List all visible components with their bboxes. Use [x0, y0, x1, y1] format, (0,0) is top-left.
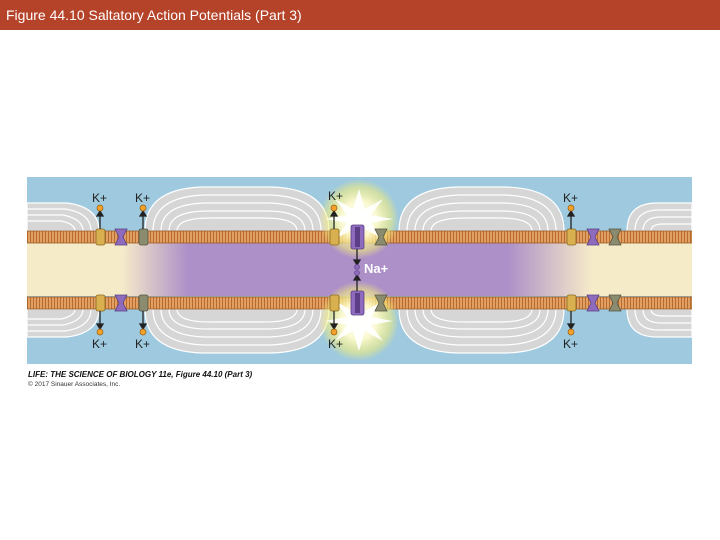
k-channel	[139, 229, 148, 245]
k-channel	[330, 229, 339, 245]
k-channel	[567, 229, 576, 245]
k-label: K+	[135, 337, 151, 351]
page-title: Figure 44.10 Saltatory Action Potentials (Part 3)	[6, 7, 302, 23]
copyright-text: © 2017 Sinauer Associates, Inc.	[28, 381, 121, 388]
na-label: Na+	[364, 261, 389, 276]
k-label: K+	[328, 337, 344, 351]
k-label: K+	[563, 191, 579, 205]
k-label: K+	[135, 191, 151, 205]
figure-caption: LIFE: THE SCIENCE OF BIOLOGY 11e, Figure 44.10 (Part 3)	[28, 370, 253, 379]
k-label: K+	[92, 337, 108, 351]
k-label: K+	[328, 189, 344, 203]
k-label: K+	[563, 337, 579, 351]
k-channel	[96, 295, 105, 311]
axon-illustration	[27, 177, 692, 364]
k-channel	[567, 295, 576, 311]
k-channel	[139, 295, 148, 311]
k-channel	[330, 295, 339, 311]
k-label: K+	[92, 191, 108, 205]
saltatory-conduction-diagram	[27, 177, 692, 364]
k-channel	[96, 229, 105, 245]
title-bar	[0, 0, 720, 30]
